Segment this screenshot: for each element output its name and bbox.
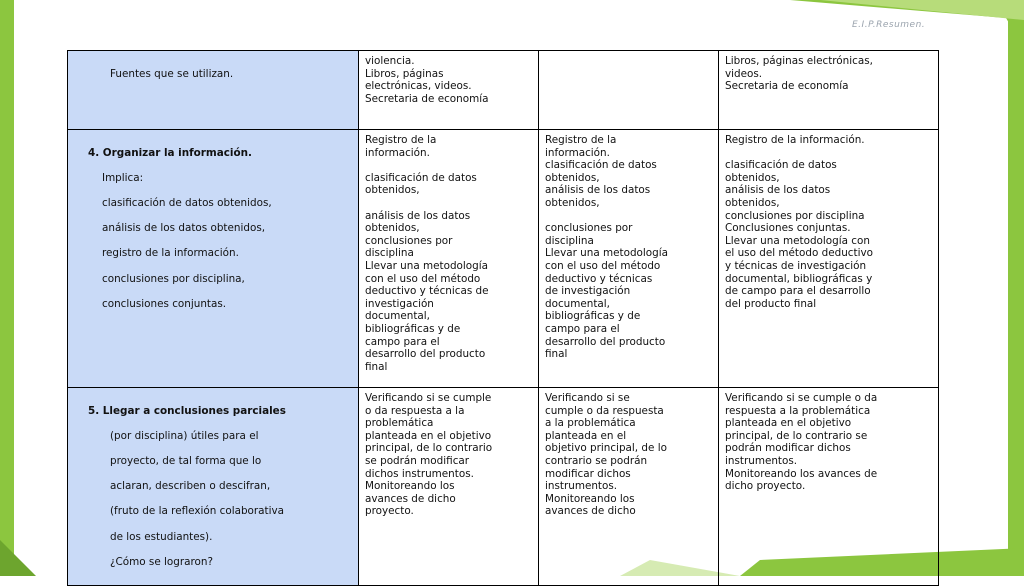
row-label-cell xyxy=(68,51,359,130)
label-line: conclusiones por disciplina, xyxy=(102,272,245,285)
table-cell: Verificando si se cumple o da respuesta a la problemática planteada en el objetivo principal, de lo contrario se podrán modificar dichos instrumentos. Monitoreando los avances de dicho xyxy=(539,388,719,586)
label-line: análisis de los datos obtenidos, xyxy=(102,222,266,235)
slide-caption: E.I.P.Resumen. xyxy=(852,20,926,30)
label-line: de los estudiantes). xyxy=(110,530,213,543)
document-table-region xyxy=(67,50,938,568)
table-cell: violencia. Libros, páginas electrónicas, videos. Secretaria de economía xyxy=(359,51,539,130)
row-heading: 5. Llegar a conclusiones parciales xyxy=(88,404,286,417)
methodology-table xyxy=(67,50,939,586)
table-cell: Verificando si se cumple o da respuesta a la problemática planteada en el objetivo principal, de lo contrario se podrán modificar dichos instrumentos. Monitoreando los avances de dicho proyecto. xyxy=(359,388,539,586)
bottom-left-accent xyxy=(0,540,36,576)
table-row xyxy=(68,388,939,586)
label-line: aclaran, describen o descifran, xyxy=(110,480,271,493)
label-line: (por disciplina) útiles para el xyxy=(110,429,259,442)
table-cell: Registro de la información. clasificación de datos obtenidos, análisis de los datos obtenidos, conclusiones por disciplina Llevar una metodología con el uso del método deductivo y técnicas de investigación documental, bibliográficas y de campo para el desarrollo del producto final xyxy=(359,130,539,388)
label-line: registro de la información. xyxy=(102,247,239,260)
label-line: conclusiones conjuntas. xyxy=(102,297,227,310)
row-label-cell xyxy=(68,388,359,586)
table-cell: Verificando si se cumple o da respuesta a la problemática planteada en el objetivo principal, de lo contrario se podrán modificar dichos instrumentos. Monitoreando los avances de dicho proyecto. xyxy=(719,388,939,586)
label-line: clasificación de datos obtenidos, xyxy=(102,196,272,209)
label-line: ¿Cómo se lograron? xyxy=(110,555,213,568)
table-cell: Registro de la información. clasificación de datos obtenidos, análisis de los datos obtenidos, conclusiones por disciplina Llevar una metodología con el uso del método deductivo y técnicas de investigación documental, bibliográficas y de campo para el desarrollo del producto final xyxy=(539,130,719,388)
label-line: (fruto de la reflexión colaborativa xyxy=(110,505,285,518)
label-line: proyecto, de tal forma que lo xyxy=(110,454,262,467)
table-row xyxy=(68,130,939,388)
right-accent-bar xyxy=(1008,20,1024,576)
left-accent-bar xyxy=(0,0,14,576)
row-heading: 4. Organizar la información. xyxy=(88,146,252,159)
table-row xyxy=(68,51,939,130)
label-line: Implica: xyxy=(102,171,144,184)
table-cell: Registro de la información. clasificación de datos obtenidos, análisis de los datos obtenidos, conclusiones por disciplina Conclusiones conjuntas. Llevar una metodología con el uso del método deductivo y técnicas de investigación documental, bibliográficas y de campo para el desarrollo del producto final xyxy=(719,130,939,388)
label-line: Fuentes que se utilizan. xyxy=(110,67,234,80)
row-label-cell xyxy=(68,130,359,388)
table-cell xyxy=(539,51,719,130)
table-cell: Libros, páginas electrónicas, videos. Secretaria de economía xyxy=(719,51,939,130)
